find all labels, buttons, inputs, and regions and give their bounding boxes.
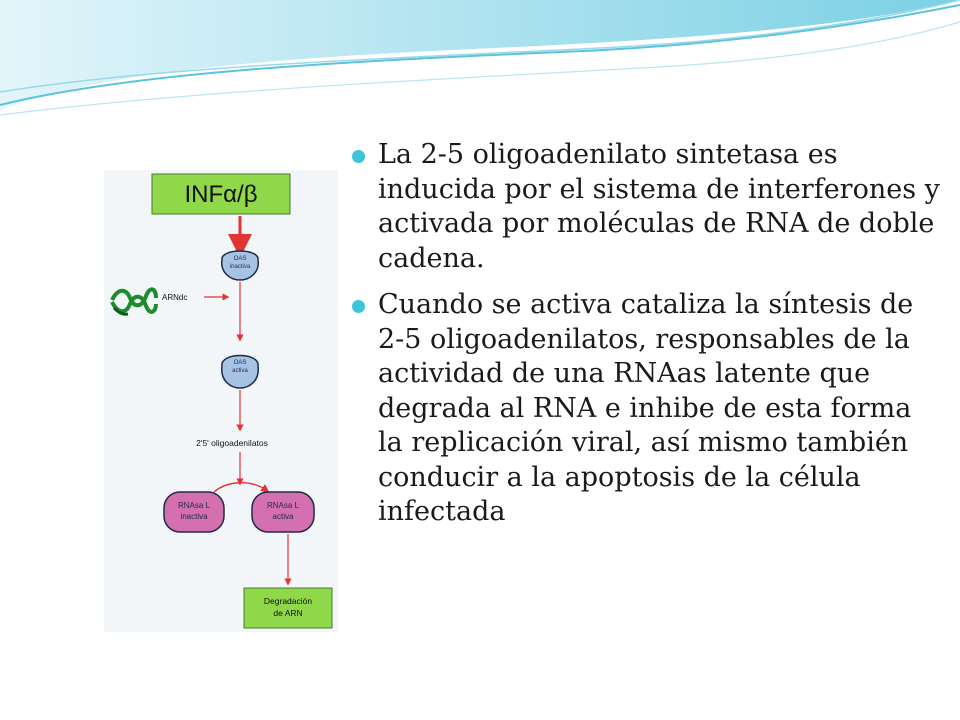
- oligo-label: 2'5' oligoadenilatos: [196, 438, 268, 448]
- rnase-active-label-1: RNAsa L: [266, 501, 300, 510]
- bullet-item: [352, 288, 942, 530]
- bullet-text: Cuando se activa cataliza la síntesis de 2-5 oligoadenilatos, responsables de la actividad de una RNAas latente que degrada al RNA e inhibe de esta forma la replicación viral, así mismo también conducir a la apoptosis de la célula infectada: [378, 289, 914, 527]
- oas-active-label-2: activa: [232, 368, 248, 374]
- degradation-label-1: Degradación: [263, 596, 313, 606]
- oas-inactive-label-1: OAS: [233, 256, 247, 262]
- dsrna-label: ARNdc: [162, 293, 188, 302]
- oas-active-label-1: OAS: [233, 360, 247, 366]
- rnase-inactive-label-2: inactiva: [180, 512, 208, 521]
- arrow-rnase-activation: [214, 483, 266, 492]
- bullet-list: [352, 138, 942, 542]
- dsrna-helix-icon: [112, 289, 156, 314]
- rnase-inactive-label-1: RNAsa L: [177, 501, 211, 510]
- bullet-text: La 2-5 oligoadenilato sintetasa es inducida por el sistema de interferones y activada por moléculas de RNA de doble cadena.: [378, 139, 940, 274]
- rnase-active-label-2: activa: [272, 512, 294, 521]
- bullet-item: [352, 138, 942, 276]
- degradation-label-2: de ARN: [273, 608, 303, 618]
- bullet-dot-icon: [352, 300, 365, 313]
- bullet-dot-icon: [352, 150, 365, 163]
- interferon-label: INFα/β: [184, 181, 258, 208]
- pathway-diagram: [104, 170, 338, 632]
- oas-inactive-label-2: inactiva: [229, 264, 251, 270]
- header-wave-decoration: [0, 0, 960, 130]
